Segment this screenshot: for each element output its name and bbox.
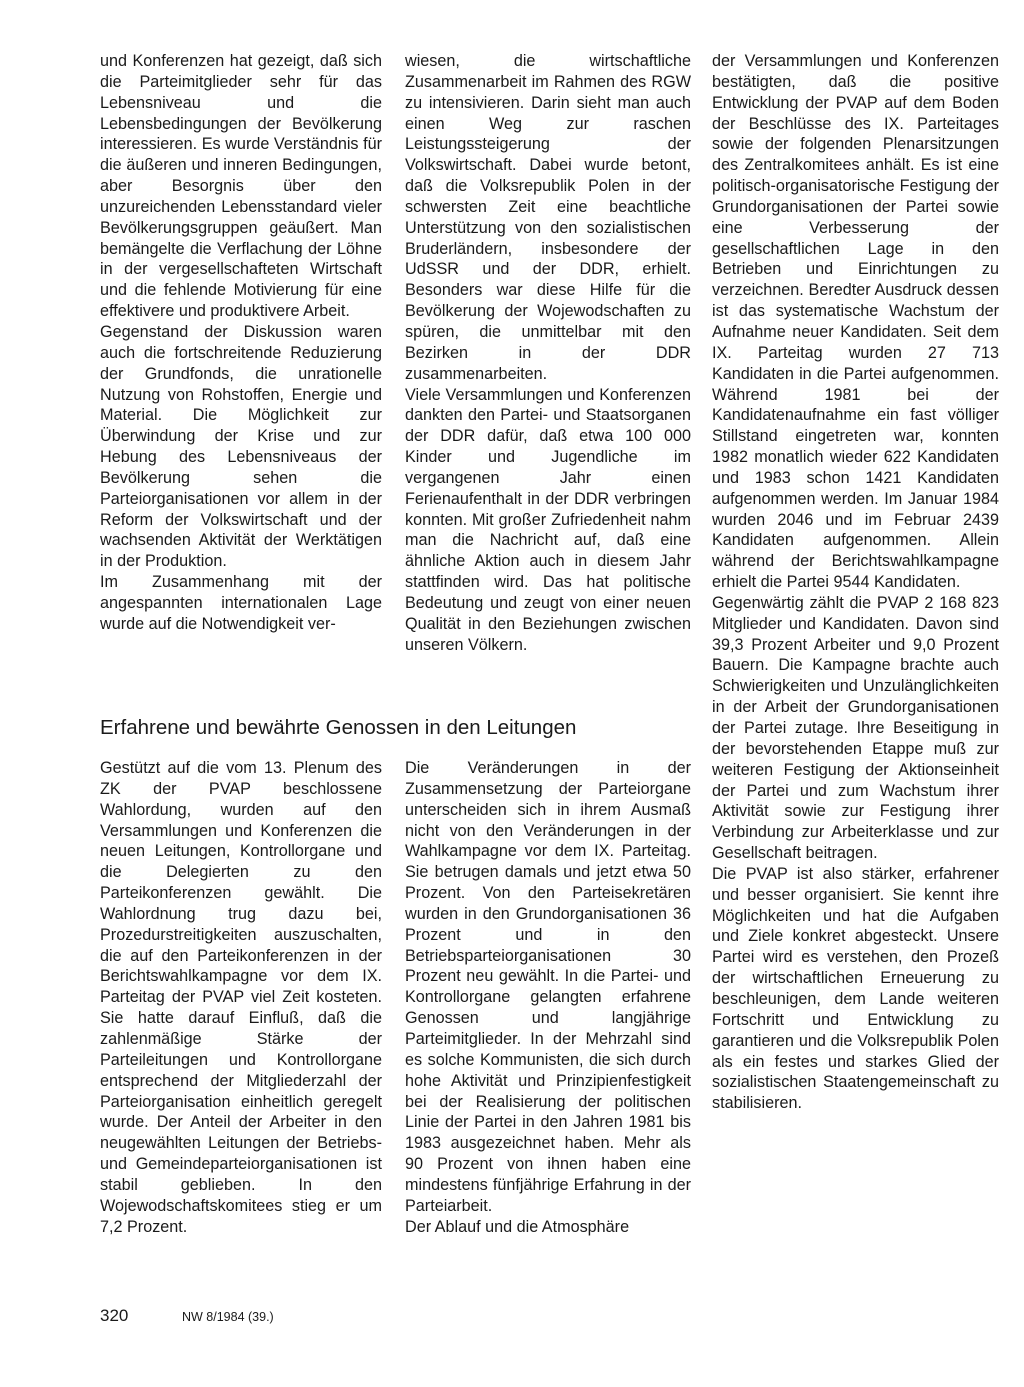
page-number: 320 (100, 1306, 129, 1325)
paragraph: Gegenstand der Diskussion waren auch die fortschreitende Reduzierung der Grundfonds, die unrationelle Nutzung von Rohstoffen, Energie und Material. Die Möglichkeit zur Überwindung der Krise und zur Hebung des Lebensniveaus der Bevölkerung sehen die Parteiorganisationen vor allem in der Reform der Volkswirtschaft und der wachsenden Aktivität der Werktätigen in der Produktion. (100, 322, 382, 571)
paragraph: Gestützt auf die vom 13. Plenum des ZK der PVAP beschlossene Wahlordung, wurden auf den Versammlungen und Konferenzen die neuen Leitungen, Kontrollorgane und die Delegierten zu den Parteikonferenzen gewählt. Die Wahlordnung trug dazu bei, Prozedurstreitigkeiten auszuschalten, die auf den Parteikonferenzen in der Berichtswahlkampagne vor dem IX. Parteitag der PVAP viel Zeit kosteten. Sie hatte darauf Einfluß, daß die zahlenmäßige Stärke der Parteileitungen und Kontrollorgane entsprechend der Mitgliederzahl der Parteiorganisation einheitlich geregelt wurde. Der Anteil der Arbeiter in den neugewählten Leitungen der Betriebs- und Gemeindeparteiorganisationen ist stabil geblieben. In den Wojewodschaftskomitees stieg er um 7,2 Prozent. (100, 759, 382, 1236)
paragraph: Gegenwärtig zählt die PVAP 2 168 823 Mitglieder und Kandidaten. Davon sind 39,3 Prozent Arbeiter und 9,0 Prozent Bauern. Die Kampagne brachte auch Schwierigkeiten und Unzulänglichkeiten in der Arbeit der Grundorganisationen der Partei zutage. Ihre Beseitigung in der bevorstehenden Etappe muß zur weiteren Festigung der Aktionseinheit der Partei und zum Wachstum ihrer Aktivität sowie zur Festigung ihrer Verbindung zur Arbeiterklasse und zur Gesellschaft beitragen. (712, 593, 999, 863)
paragraph: Im Zusammenhang mit der angespannten internationalen Lage wurde auf die Notwendigkeit ver- (100, 573, 382, 633)
section-heading: Erfahrene und bewährte Genossen in den Leitungen (100, 716, 577, 739)
paragraph: der Versammlungen und Konferenzen bestätigten, daß die positive Entwicklung der PVAP auf dem Boden der Beschlüsse des IX. Parteitages sowie der folgenden Plenarsitzungen des Zentralkomitees anhält. Es ist eine politisch-organisatorische Festigung der Grundorganisationen der Partei sowie eine Verbesserung der gesellschaftlichen Lage in den Betrieben und Einrichtungen zu verzeichnen. Beredter Ausdruck dessen ist das systematische Wachstum der Aufnahme neuer Kandidaten. Seit dem IX. Parteitag wurden 27 713 Kandidaten in die Partei aufgenommen. Während 1981 bei der Kandidatenaufnahme ein fast völliger Stillstand eingetreten war, konnten 1982 monatlich wieder 622 Kandidaten und 1983 schon 1421 Kandidaten aufgenommen werden. Im Januar 1984 wurden 2046 und im Februar 2439 Kandidaten aufgenommen. Allein während der Berichtswahlkampagne erhielt die Partei 9544 Kandidaten. (712, 52, 999, 592)
right-column (712, 51, 999, 1114)
issue-reference: NW 8/1984 (39.) (182, 1310, 274, 1324)
paragraph: Viele Versammlungen und Konferenzen dankten den Partei- und Staatsorganen der DDR dafür, daß etwa 100 000 Kinder und Jugendliche im vergangenen Jahr einen Ferienaufenthalt in der DDR verbringen konnten. Mit großer Zufriedenheit nahm man die Nachricht auf, daß eine ähnliche Aktion auch in diesem Jahr stattfinden wird. Das hat politische Bedeutung und zeugt von einer neuen Qualität in den Beziehungen zwischen unseren Völkern. (405, 385, 691, 654)
paragraph: und Konferenzen hat gezeigt, daß sich die Parteimitglieder sehr für das Lebensniveau und die Lebensbedingungen der Bevölkerung interessieren. Es wurde Verständnis für die äußeren und inneren Bedingungen, aber Besorgnis über den unzureichenden Lebensstandard vieler Bevölkerungsgruppen geäußert. Man bemängelte die Verflachung der Löhne in der vergesellschafteten Wirtschaft und die fehlende Motivierung für eine effektivere und produktivere Arbeit. (100, 52, 382, 321)
paragraph: Die Veränderungen in der Zusammensetzung der Parteiorgane unterscheiden sich in ihrem Ausmaß nicht von den Veränderungen in der Wahlkampagne vor dem IX. Parteitag. Sie betrugen damals und jetzt etwa 50 Prozent. Von den Parteisekretären wurden in den Grundorganisationen 36 Prozent und in den Betriebsparteiorganisationen 30 Prozent neu gewählt. In die Partei- und Kontrollorgane gelangten erfahrene Genossen und langjährige Parteimitglieder. In der Mehrzahl sind es solche Kommunisten, die sich durch hohe Aktivität und Prinzipienfestigkeit bei der Realisierung der politischen Linie der Partei in den Jahren 1981 bis 1983 ausgezeichnet haben. Mehr als 90 Prozent von ihnen haben eine mindestens fünfjährige Erfahrung in der Parteiarbeit. (405, 759, 691, 1215)
paragraph: Der Ablauf und die Atmosphäre (405, 1217, 630, 1236)
top-left-column (100, 51, 382, 635)
paragraph: wiesen, die wirtschaftliche Zusammenarbeit im Rahmen des RGW zu intensivieren. Darin sieht man auch einen Weg zur raschen Leistungssteigerung der Volkswirtschaft. Dabei wurde betont, daß die Volksrepublik Polen in der schwersten Zeit eine beachtliche Unterstützung von den sozialistischen Bruderländern, insbesondere der UdSSR und der DDR, erhielt. Besonders war diese Hilfe für die Bevölkerung der Wojewodschaften zu spüren, die unmittelbar mit den Bezirken in der DDR zusammenarbeiten. (405, 52, 691, 383)
bottom-middle-column (405, 758, 691, 1237)
paragraph: Die PVAP ist also stärker, erfahrener und besser organisiert. Sie kennt ihre Möglichkeiten und hat die Aufgaben und Ziele konkret abgesteckt. Unsere Partei wird es verstehen, den Prozeß der wirtschaftlichen Erneuerung zu beschleunigen, dem Lande weiteren Fortschritt und Entwicklung zu garantieren und die Volksrepublik Polen als ein festes und starkes Glied der sozialistischen Staatengemeinschaft zu stabilisieren. (712, 864, 999, 1113)
bottom-left-column (100, 758, 382, 1237)
top-middle-column (405, 51, 691, 655)
